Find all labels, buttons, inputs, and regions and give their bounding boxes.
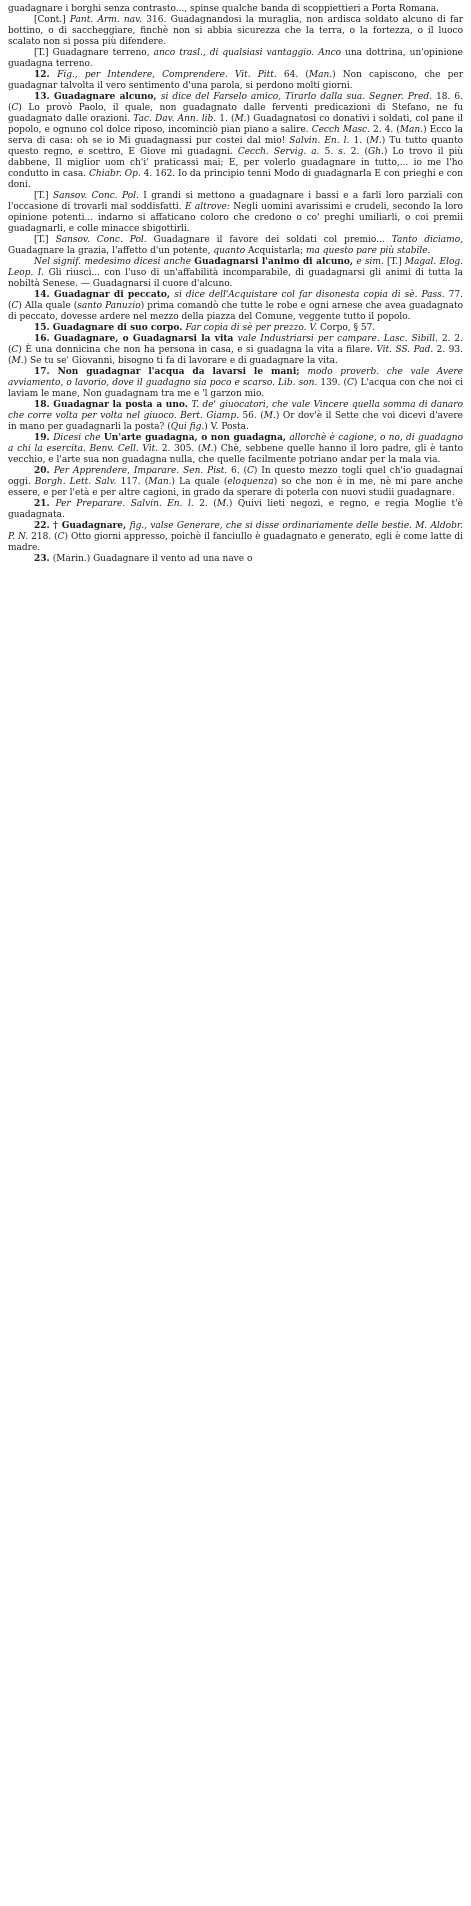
body-text: Negli uomini avarissimi e crudeli, secondo la loro opinione potenti... indarno si affaticano coloro che credono o co' preghi umiliarli, o coi premii guadagnarli, e colle minacce sbigottirli. <box>8 202 463 234</box>
italic-text: M. <box>369 136 382 146</box>
entry-paragraph <box>8 554 463 565</box>
italic-text: Man. <box>399 125 424 135</box>
body-text: ) Quivi lieti negozi, e regno, e regia Moglie t'è guadagnata. <box>8 499 463 520</box>
body-text: 77. ( <box>8 290 463 311</box>
entry-heading: Un'arte guadagna, o non guadagna, <box>103 433 287 443</box>
body-text: 56. ( <box>238 411 264 421</box>
body-text: ) In questo mezzo togli quel ch'io guadagnai oggi. <box>8 466 463 487</box>
body-text: ) Lo trovo il più dabbene, Il miglior uom ch'i' praticassi mai; E, per volerlo guadagnare in tutto,... io me l'ho condutto in casa. <box>8 147 464 179</box>
entry-heading: 16. Guadagnare, o Guadagnarsi la vita <box>34 334 238 344</box>
body-text: ) Ecco la serva di casa: oh se io Mi guadagnassi pur costei dal mio! <box>8 125 463 146</box>
entry-paragraph <box>8 433 463 466</box>
italic-text: Cecch Masc. <box>311 125 370 135</box>
italic-text: ma questo pare più stabile. <box>306 246 431 256</box>
italic-text: fig., valse Generare, che si disse ordinariamente delle bestie. M. Aldobr. P. N. <box>8 521 464 542</box>
italic-text: T. de' giuocatori, che vale Vincere quella somma di danaro che corre volta per volta nel giuoco. Bert. Giamp. <box>8 400 463 421</box>
body-text: 64. ( <box>276 70 309 80</box>
italic-text: C <box>11 301 19 311</box>
body-text: 1. ( <box>216 114 235 124</box>
italic-text: allorchè è cagione, o no, di guadagno a chi la esercita. Benv. Cell. Vit. <box>8 433 463 454</box>
body-text: (Marin.) Guadagnare il vento ad una nave o <box>52 554 253 564</box>
italic-text: C <box>11 103 19 113</box>
body-text: ) Alla quale ( <box>18 301 78 311</box>
entry-paragraph <box>8 15 463 48</box>
entry-paragraph <box>8 92 463 191</box>
body-text: Guadagnare la grazia, l'affetto d'un potente, <box>8 246 214 256</box>
italic-text: M. <box>201 444 214 454</box>
italic-text: M. <box>234 114 247 124</box>
body-text: 117. ( <box>116 477 149 487</box>
italic-text: C <box>346 378 354 388</box>
italic-text: Far copia di sè per prezzo. V. <box>185 323 318 333</box>
entry-paragraph <box>8 400 463 433</box>
italic-text: Tanto diciamo, <box>391 235 463 245</box>
body-text: ) L'acqua con che noi ci laviam le mane, Non guadagnam tra me e 'l garzon mio. <box>8 378 463 399</box>
italic-text: Tac. Dav. Ann. lib. <box>133 114 217 124</box>
body-text: ) Non capiscono, che per guadagnar talvolta il vero sentimento d'una parola, si perdono molti giorni. <box>8 70 464 91</box>
italic-text: Man. <box>308 70 333 80</box>
body-text: 2. 4. ( <box>369 125 400 135</box>
body-text: 6. ( <box>227 466 248 476</box>
body-text: 139. ( <box>317 378 347 388</box>
entry-heading: 14. Guadagnar di peccato, <box>34 290 175 300</box>
body-text: 5. <box>319 147 339 157</box>
entry-heading: 18. Guadagnar la posta a uno. <box>34 400 192 410</box>
italic-text: Magal. Elog. Leop. I. <box>8 257 464 278</box>
body-text: una dottrina, un'opinione guadagna terreno. <box>8 48 463 69</box>
italic-text: modo proverb. che vale Avere avviamento, o lavorio, dove il guadagno sia poco e scarso. Lib. son. <box>8 367 463 388</box>
entry-paragraph <box>8 499 463 521</box>
body-text: Guadagnare il favore dei soldati col premio... <box>146 235 392 245</box>
body-text: 218. ( <box>28 532 58 542</box>
italic-text: Man. <box>148 477 172 487</box>
body-text: ) È una donnicina che non ha persona in casa, e si guadagna la vita a filare. <box>18 345 377 355</box>
italic-text: Vit. SS. Pad. <box>376 345 434 355</box>
italic-text: eloquenza <box>227 477 274 487</box>
italic-text: Pant. Arm. nav. <box>69 15 142 25</box>
italic-text: e sim. <box>353 257 384 267</box>
entry-heading: 19. <box>34 433 54 443</box>
italic-text: C <box>247 466 254 476</box>
body-text: Gli riuscì... con l'uso di un'affabilità incomparabile, di guadagnarsi gli animi di tutta la nobiltà Senese. — Guadagnarsi il cuore d'alcuno. <box>8 268 463 289</box>
italic-text: E altrove: <box>184 202 230 212</box>
body-text: 2. 2. ( <box>8 334 464 355</box>
italic-text: si dice del Farselo amico, Tirarlo dalla sua. Segner. Pred. <box>160 92 433 102</box>
body-text: Acquistarla; <box>245 246 307 256</box>
entry-heading: 13. Guadagnare alcuno, <box>34 92 161 102</box>
italic-text: Per Preparare. Salvin. En. l. <box>55 499 194 509</box>
entry-paragraph <box>8 323 463 334</box>
italic-text: Fig., per Intendere, Comprendere. Vit. Pitt. <box>57 70 277 80</box>
entry-paragraph <box>8 521 463 554</box>
body-text: [Cont.] <box>34 15 70 25</box>
body-text: ) La quale ( <box>171 477 228 487</box>
body-text: ) Otto giorni appresso, poichè il fanciullo è guadagnato e generato, egli è come latte di madre. <box>8 532 463 553</box>
italic-text: Chiabr. Op. <box>89 169 141 179</box>
body-text: [T.] Guadagnare terreno, <box>34 48 154 58</box>
italic-text: Borgh. Lett. Salv. <box>34 477 117 487</box>
entry-paragraph <box>8 466 463 499</box>
entry-paragraph <box>8 48 463 70</box>
body-text: ) Se tu se' Giovanni, bisogno ti fa di lavorare e di guadagnare la vita. <box>23 356 338 366</box>
italic-text: quanto <box>213 246 246 256</box>
italic-text: M. <box>11 356 24 366</box>
body-text: 4. 162. Io da principio tenni Modo di guadagnarla E con prieghi e con doni. <box>8 169 463 190</box>
entry-heading: 15. Guadagnare di suo corpo. <box>34 323 186 333</box>
entry-heading: Guadagnarsi l'animo di alcuno, <box>194 257 354 267</box>
italic-text: s. <box>338 147 346 157</box>
body-text: [T.] <box>34 235 56 245</box>
body-text: 18. 6. ( <box>8 92 463 113</box>
body-text: [T.] <box>383 257 405 267</box>
entry-paragraph <box>8 235 463 257</box>
italic-text: anco trasl., di qualsiasi vantaggio. Anco <box>153 48 342 58</box>
body-text: ) Tu tutto quanto questo regno, e scettro, E Giove mi guadagni. <box>8 136 463 157</box>
italic-text: Cecch. Servig. a. <box>237 147 320 157</box>
italic-text: Qui fig. <box>170 422 205 432</box>
entry-heading: 21. <box>34 499 56 509</box>
body-text: 2. 93. ( <box>8 345 463 366</box>
body-text: 316. Guadagnandosi la muraglia, non ardisca soldato alcuno di far bottino, o di saccheggiare, finchè non si abbia sicurezza che la terra, o la fortezza, o il luoco scalato non si possa più difendere. <box>8 15 464 47</box>
italic-text: Sansov. Conc. Pol. <box>55 235 147 245</box>
italic-text: C <box>57 532 65 542</box>
entry-paragraph <box>8 70 463 92</box>
entry-heading: 20. <box>34 466 54 476</box>
body-text: 2. 305. ( <box>158 444 202 454</box>
body-text: ) V. Posta. <box>204 422 249 432</box>
body-text: I grandi si mettono a guadagnare i bassi e a farli loro parziali con l'occasione di trovarli mal soddisfatti. <box>8 191 463 212</box>
italic-text: C <box>11 345 19 355</box>
body-text: ) prima comandò che tutte le robe e ogni arnese che avea guadagnato di peccato, dovesse ardere nel mezzo della piazza del Comune, veggente tutto il popolo. <box>8 301 463 322</box>
entry-paragraph <box>8 290 463 323</box>
entry-paragraph <box>8 367 463 400</box>
entry-paragraph <box>8 257 463 290</box>
italic-text: Dicesi che <box>53 433 104 443</box>
italic-text: Salvin. En. l. <box>289 136 350 146</box>
entry-paragraph <box>8 191 463 235</box>
italic-text: santo Panuzio <box>77 301 141 311</box>
body-text: 2. ( <box>345 147 368 157</box>
entry-heading: 17. Non guadagnar l'acqua da lavarsi le mani; <box>34 367 308 377</box>
italic-text: Per Apprendere, Imparare. Sen. Pist. <box>53 466 228 476</box>
body-text: 1. ( <box>349 136 370 146</box>
entry-paragraph <box>8 334 463 367</box>
body-text: ) so che non è in me, nè mi pare anche essere, e per l'età e per altre cagioni, in grado da sperare di poterla con nuovi studii guadagnare. <box>8 477 463 498</box>
entry-heading: 22. † Guadagnare, <box>34 521 130 531</box>
italic-text: vale Industriarsi per campare. Lasc. Sibill. <box>237 334 438 344</box>
italic-text: Sansov. Conc. Pol. <box>52 191 139 201</box>
body-text: ) Guadagnatosi co donativi i soldati, col pane il popolo, e ognuno col dolce riposo, incominciò pian piano a salire. <box>8 114 463 135</box>
italic-text: M. <box>216 499 229 509</box>
body-text: ) Lo provò Paolo, il quale, non guadagnato dalle ferventi predicazioni di Stefano, ne fu guadagnato dalle orazioni. <box>8 103 463 124</box>
italic-text: si dice dell'Acquistare col far disonesta copia di sè. Pass. <box>174 290 445 300</box>
body-text: ) Chè, sebbene quelle hanno il loro padre, gli è tanto vecchio, e l'arte sua non guadagna nulla, che quelle facilmente potriano andar per la mala via. <box>8 444 463 465</box>
italic-text: Nel signif. medesimo dicesi anche <box>34 257 195 267</box>
body-text: [T.] <box>34 191 53 201</box>
body-text: 2. ( <box>193 499 217 509</box>
body-text: Corpo, § 57. <box>317 323 376 333</box>
italic-text: Gh. <box>367 147 384 157</box>
entry-heading: 23. <box>34 554 53 564</box>
italic-text: M. <box>263 411 276 421</box>
entry-heading: 12. <box>34 70 58 80</box>
entry-paragraph <box>8 4 463 15</box>
body-text: ) Or dov'è il Sette che voi dicevi d'avere in mano per guadagnarli la posta? ( <box>8 411 464 432</box>
body-text: guadagnare i borghi senza contrasto..., spinse qualche banda di scoppiettieri a Porta Romana. <box>8 4 440 14</box>
